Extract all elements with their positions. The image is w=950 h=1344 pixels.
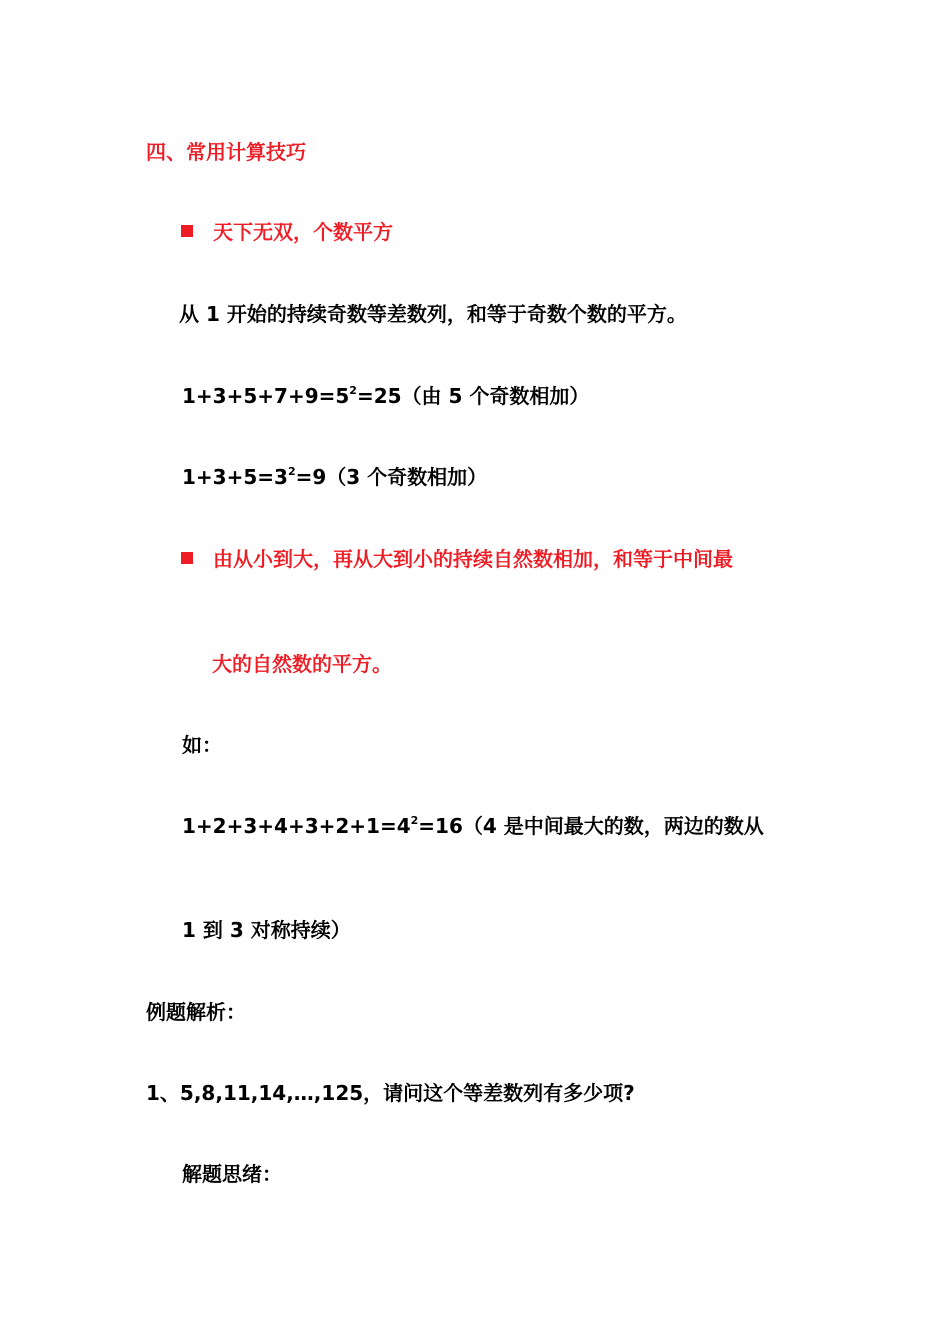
question-1: 1、5,8,11,14,…,125，请问这个等差数列有多少项?: [146, 1081, 635, 1105]
tip1-example-1: [182, 382, 589, 410]
equation-rhs: =25（由 5 个奇数相加）: [356, 384, 590, 408]
tip1-heading-text: 天下无双，个数平方: [213, 220, 393, 244]
tip1-description: 从 1 开始的持续奇数等差数列，和等于奇数个数的平方。: [179, 302, 687, 326]
examples-heading: 例题解析：: [146, 1000, 246, 1024]
section-title: 四、常用计算技巧: [146, 140, 306, 164]
square-bullet-icon: [181, 552, 193, 564]
tip1-heading: [181, 218, 393, 246]
tip2-intro: 如：: [182, 733, 222, 757]
tip2-example: [182, 812, 764, 840]
equation-rhs: =16（4 是中间最大的数，两边的数从: [418, 814, 764, 838]
tip2-heading-line2: 大的自然数的平方。: [212, 652, 392, 676]
equation-lhs: 1+3+5=3: [182, 465, 288, 489]
solution-label: 解题思绪：: [182, 1162, 282, 1186]
exponent: 2: [287, 465, 296, 478]
exponent: 2: [349, 384, 357, 397]
equation-lhs: 1+2+3+4+3+2+1=4: [182, 814, 411, 838]
equation-rhs: =9（3 个奇数相加）: [295, 465, 488, 489]
square-bullet-icon: [181, 225, 193, 237]
tip1-example-2: [182, 463, 487, 491]
tip2-heading-line1: 由从小到大，再从大到小的持续自然数相加，和等于中间最: [213, 547, 733, 571]
equation-lhs: 1+3+5+7+9=5: [182, 384, 350, 408]
exponent: 2: [410, 814, 419, 827]
tip2-example-continued: 1 到 3 对称持续）: [182, 918, 351, 942]
tip2-heading: [181, 545, 733, 573]
